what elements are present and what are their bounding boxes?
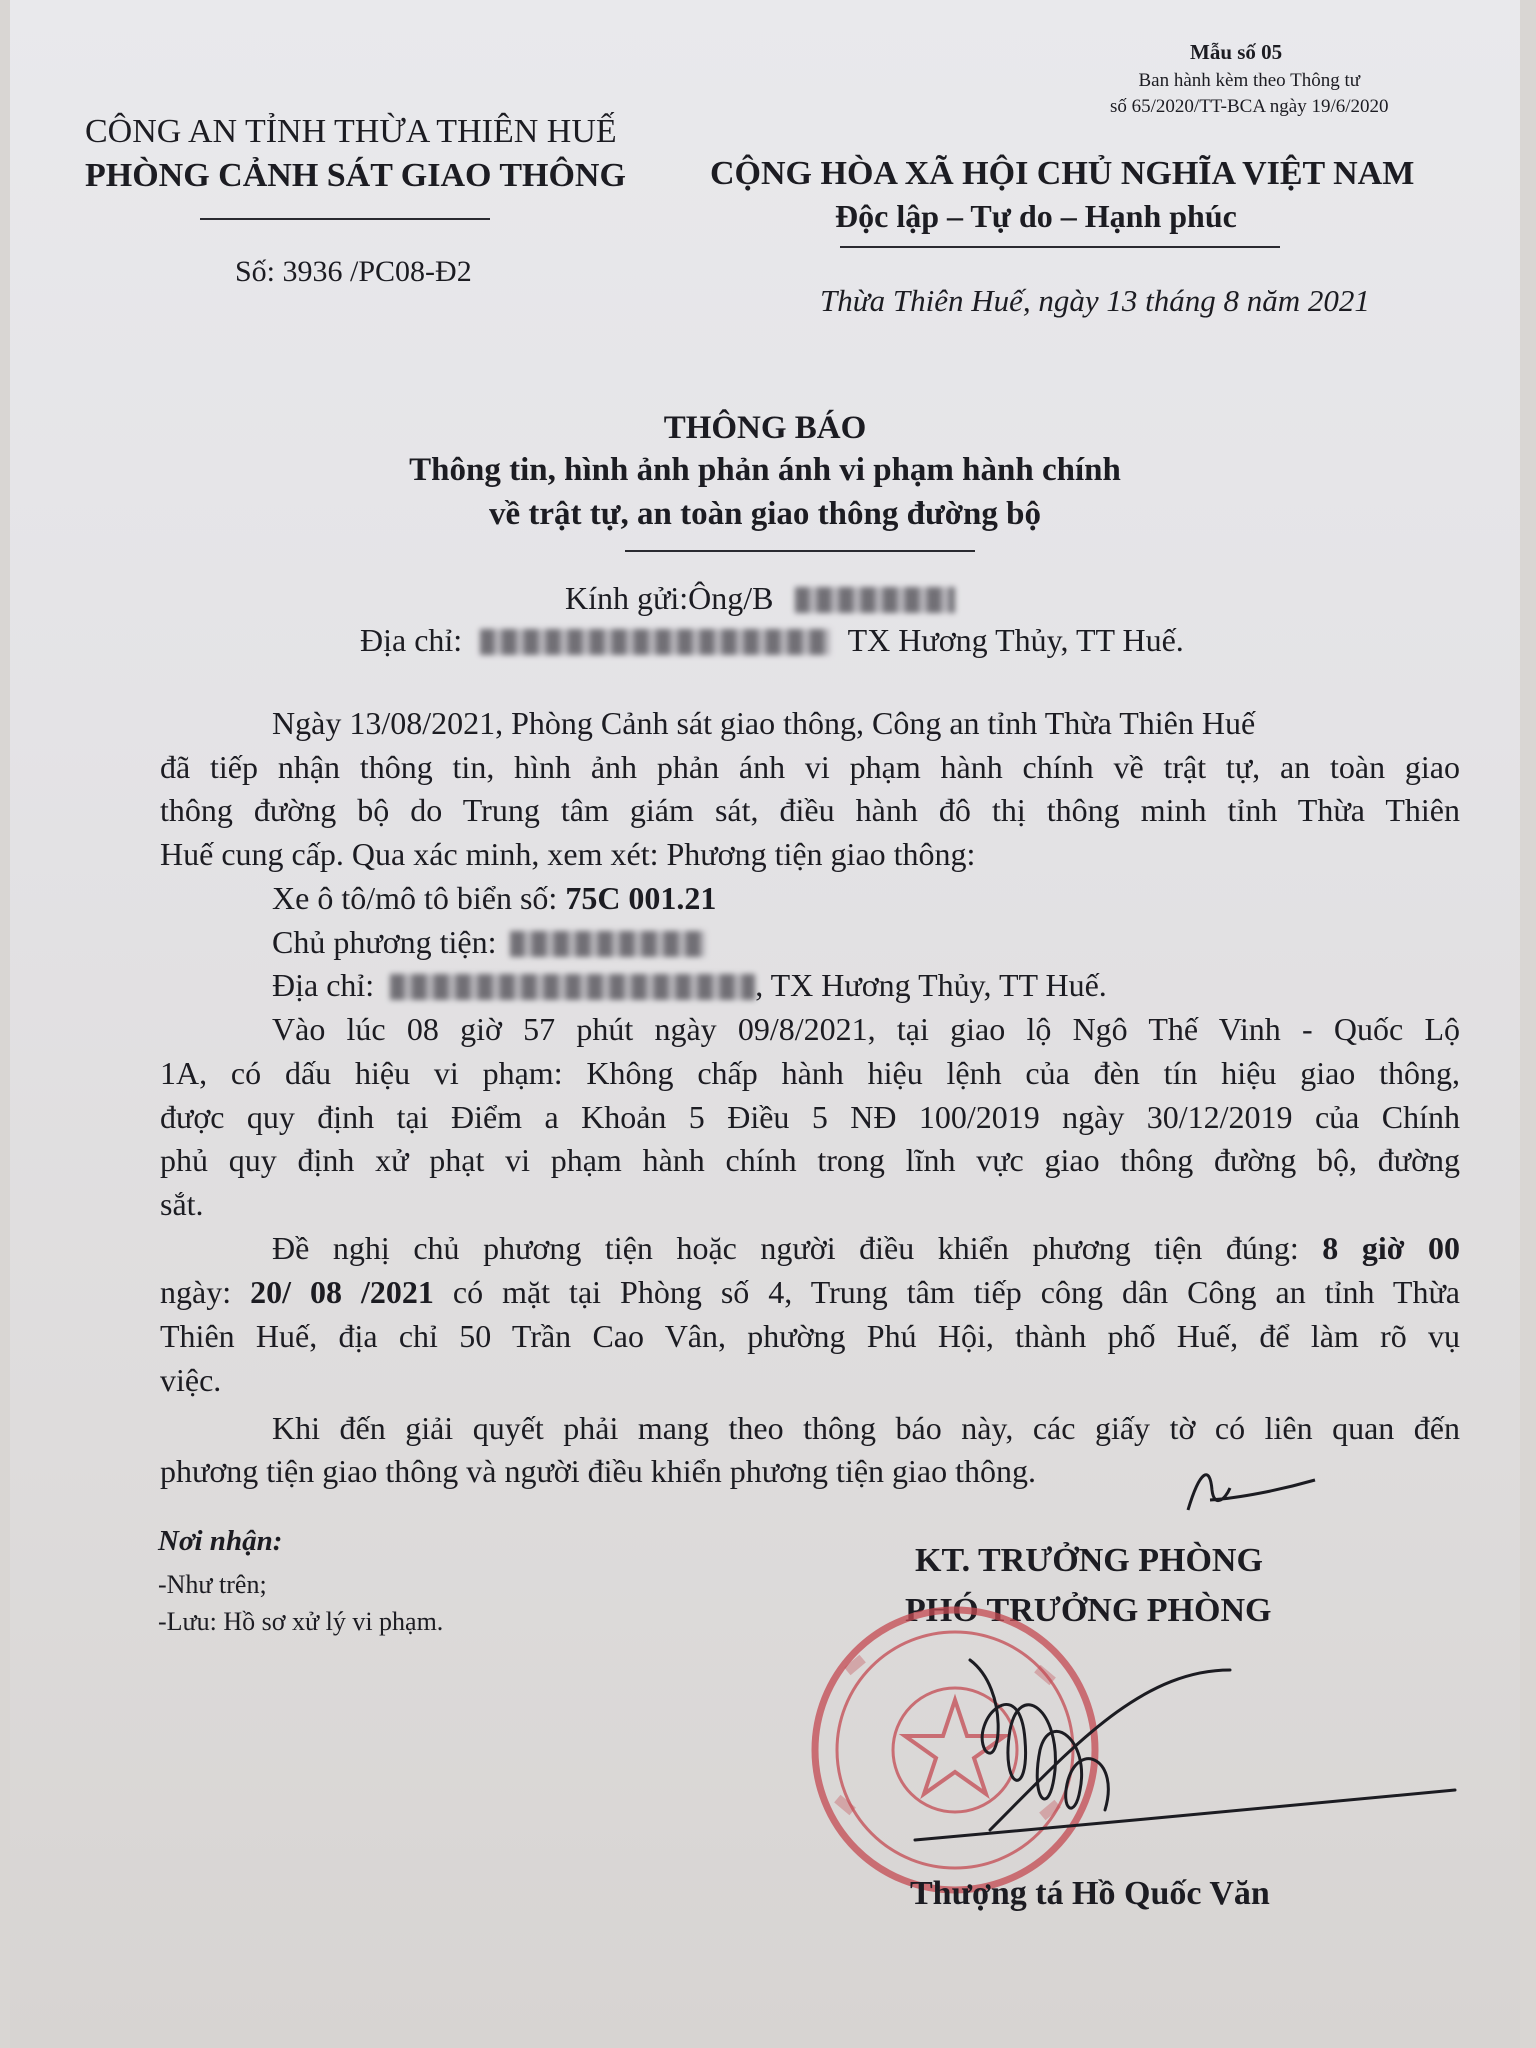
- p2-line-5: sắt.: [160, 1186, 204, 1222]
- issuer-department: PHÒNG CẢNH SÁT GIAO THÔNG: [85, 157, 626, 194]
- dateline: Thừa Thiên Huế, ngày 13 tháng 8 năm 2021: [820, 283, 1370, 318]
- issuer-agency: CÔNG AN TỈNH THỪA THIÊN HUẾ: [85, 113, 617, 150]
- p3-line-1: [272, 1230, 1460, 1267]
- recipient-label: Kính gửi:Ông/B: [565, 580, 774, 616]
- p3-line-3: Thiên Huế, địa chỉ 50 Trần Cao Vân, phường Phú Hội, thành phố Huế, để làm rõ vụ: [160, 1318, 1460, 1354]
- title-underline: [625, 550, 975, 552]
- motto-underline: [840, 246, 1280, 248]
- notice-subtitle-1: Thông tin, hình ảnh phản ánh vi phạm hành chính: [409, 452, 1121, 488]
- recipient-line: [565, 580, 955, 617]
- recipients-heading: Nơi nhận:: [158, 1525, 283, 1557]
- recipient-address-tail: TX Hương Thủy, TT Huế.: [847, 622, 1184, 658]
- department-underline: [200, 218, 490, 220]
- document-page: [10, 0, 1520, 2048]
- owner-address-tail: , TX Hương Thủy, TT Huế.: [755, 967, 1107, 1003]
- p4-line-1: Khi đến giải quyết phải mang theo thông báo này, các giấy tờ có liên quan đến: [272, 1410, 1460, 1446]
- vehicle-plate-line: [272, 880, 716, 917]
- form-reference-line-2: số 65/2020/TT-BCA ngày 19/6/2020: [1110, 96, 1389, 117]
- signature-title-1: KT. TRƯỞNG PHÒNG: [915, 1542, 1263, 1579]
- vehicle-owner-line: [272, 924, 705, 961]
- redacted-recipient-address: [480, 629, 830, 655]
- appointment-date: 20/ 08 /2021: [250, 1274, 434, 1310]
- owner-address-label: Địa chỉ:: [272, 967, 375, 1003]
- redacted-recipient-name: [795, 587, 955, 613]
- signer-name: Thượng tá Hồ Quốc Văn: [910, 1875, 1270, 1912]
- nation-name: CỘNG HÒA XÃ HỘI CHỦ NGHĨA VIỆT NAM: [710, 155, 1415, 192]
- appointment-time: 8 giờ 00: [1322, 1230, 1461, 1266]
- notice-title: THÔNG BÁO: [663, 410, 867, 446]
- p3-line-4: việc.: [160, 1362, 222, 1398]
- p2-line-2: 1A, có dấu hiệu vi phạm: Không chấp hành hiệu lệnh của đèn tín hiệu giao thông,: [160, 1055, 1460, 1091]
- p3-line-2: [160, 1274, 1460, 1311]
- p2-line-3: được quy định tại Điểm a Khoản 5 Điều 5 NĐ 100/2019 ngày 30/12/2019 của Chính: [160, 1099, 1460, 1135]
- issuer-block: [85, 110, 626, 198]
- p1-line-1: Ngày 13/08/2021, Phòng Cảnh sát giao thông, Công an tỉnh Thừa Thiên Huế: [272, 705, 1256, 741]
- redacted-owner-name: [510, 931, 705, 957]
- notice-subtitle-2: về trật tự, an toàn giao thông đường bộ: [488, 496, 1041, 532]
- form-reference: [1110, 68, 1389, 120]
- p3-line-1-text: Đề nghị chủ phương tiện hoặc người điều khiển phương tiện đúng:: [272, 1230, 1323, 1266]
- p4-line-2: phương tiện giao thông và người điều khiển phương tiện giao thông.: [160, 1453, 1037, 1489]
- nation-motto: Độc lập – Tự do – Hạnh phúc: [835, 198, 1237, 234]
- handwritten-signature-icon: [890, 1630, 1470, 1860]
- form-reference-line-1: Ban hành kèm theo Thông tư: [1138, 70, 1361, 91]
- p2-line-1: Vào lúc 08 giờ 57 phút ngày 09/8/2021, tại giao lộ Ngô Thế Vinh - Quốc Lộ: [272, 1011, 1460, 1047]
- p1-line-2: đã tiếp nhận thông tin, hình ảnh phản ánh vi phạm hành chính về trật tự, an toàn giao: [160, 749, 1460, 785]
- p3-line-2-pre: ngày:: [160, 1274, 251, 1310]
- p1-line-3: thông đường bộ do Trung tâm giám sát, điều hành đô thị thông minh tỉnh Thừa Thiên: [160, 792, 1460, 828]
- p3-line-2-post: có mặt tại Phòng số 4, Trung tâm tiếp công dân Công an tỉnh Thừa: [433, 1274, 1461, 1310]
- recipient-item: -Như trên;: [158, 1570, 267, 1599]
- p1-line-4: Huế cung cấp. Qua xác minh, xem xét: Phương tiện giao thông:: [160, 836, 976, 872]
- initials-mark: [1170, 1460, 1320, 1520]
- recipient-address-line: [360, 622, 1184, 659]
- owner-address-line: [272, 967, 1107, 1004]
- document-number: Số: 3936 /PC08-Đ2: [235, 255, 472, 288]
- form-number: Mẫu số 05: [1190, 40, 1283, 64]
- redacted-owner-address: [390, 974, 755, 1000]
- vehicle-owner-label: Chủ phương tiện:: [272, 924, 497, 960]
- signature-title-2: PHÓ TRƯỞNG PHÒNG: [905, 1592, 1272, 1629]
- vehicle-plate-label: Xe ô tô/mô tô biển số:: [272, 880, 566, 916]
- recipient-item: -Lưu: Hồ sơ xử lý vi phạm.: [158, 1607, 444, 1636]
- vehicle-plate: 75C 001.21: [565, 880, 717, 916]
- recipient-address-label: Địa chỉ:: [360, 622, 463, 658]
- p2-line-4: phủ quy định xử phạt vi phạm hành chính trong lĩnh vực giao thông đường bộ, đường: [160, 1142, 1460, 1178]
